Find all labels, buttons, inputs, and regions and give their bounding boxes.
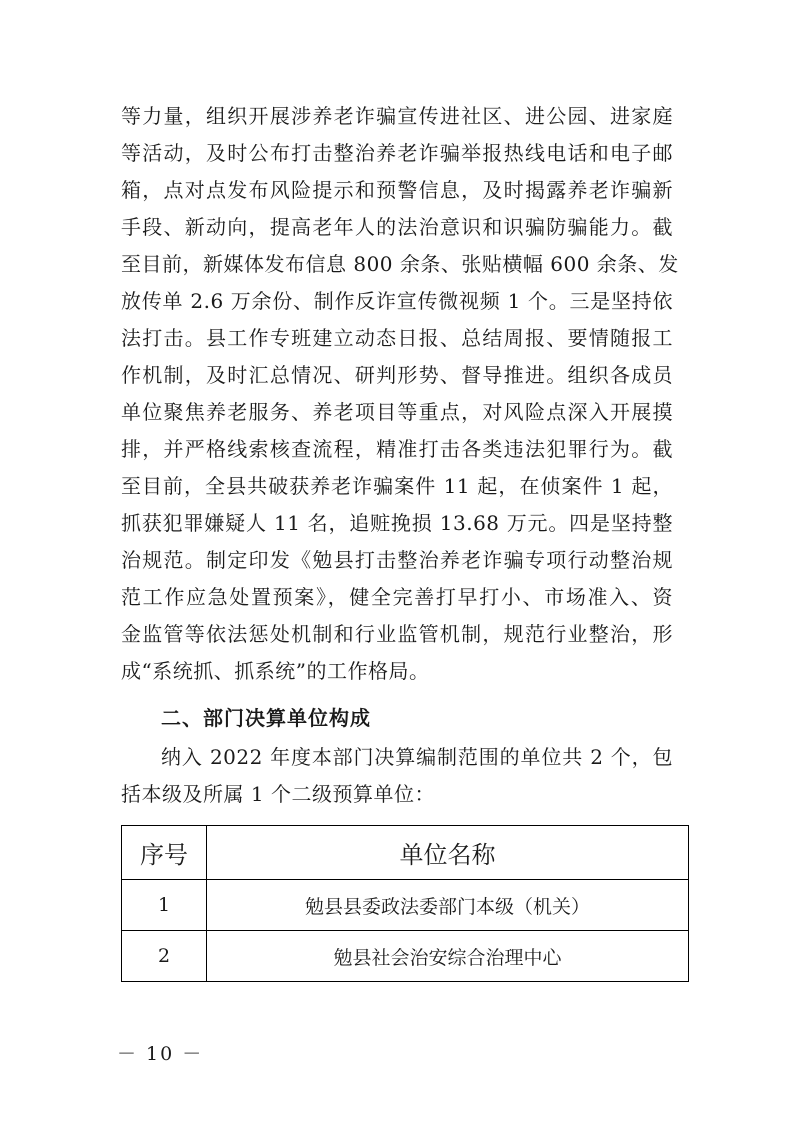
body-line: 箱，点对点发布风险提示和预警信息，及时揭露养老诈骗新 bbox=[121, 178, 673, 202]
body-line: 金监管等依法惩处机制和行业监管机制，规范行业整治，形 bbox=[121, 622, 673, 646]
intro-line: 纳入 2022 年度本部门决算编制范围的单位共 2 个，包 bbox=[161, 745, 673, 769]
header-serial: 序号 bbox=[122, 826, 207, 880]
cell-unit-name: 勉县社会治安综合治理中心 bbox=[207, 931, 689, 982]
body-line: 手段、新动向，提高老年人的法治意识和识骗防骗能力。截 bbox=[121, 215, 673, 239]
body-line: 成“系统抓、抓系统”的工作格局。 bbox=[121, 659, 430, 683]
table-row bbox=[122, 880, 689, 931]
body-line: 抓获犯罪嫌疑人 11 名，追赃挽损 13.68 万元。四是坚持整 bbox=[121, 511, 673, 535]
body-line: 排，并严格线索核查流程，精准打击各类违法犯罪行为。截 bbox=[121, 437, 673, 461]
body-line: 单位聚焦养老服务、养老项目等重点，对风险点深入开展摸 bbox=[121, 400, 673, 424]
body-line: 放传单 2.6 万余份、制作反诈宣传微视频 1 个。三是坚持依 bbox=[121, 289, 673, 313]
body-line: 等力量，组织开展涉养老诈骗宣传进社区、进公园、进家庭 bbox=[121, 104, 673, 128]
cell-serial: 2 bbox=[122, 931, 207, 982]
cell-unit-name: 勉县县委政法委部门本级（机关） bbox=[207, 880, 689, 931]
intro-line: 括本级及所属 1 个二级预算单位： bbox=[121, 782, 435, 806]
body-line: 范工作应急处置预案》，健全完善打早打小、市场准入、资 bbox=[121, 585, 673, 609]
body-line: 至目前，新媒体发布信息 800 余条、张贴横幅 600 余条、发 bbox=[121, 252, 679, 276]
page-number: － 10 － bbox=[117, 1043, 204, 1065]
table-header-row bbox=[122, 826, 689, 880]
cell-serial: 1 bbox=[122, 880, 207, 931]
units-table bbox=[121, 825, 689, 982]
header-unit-name: 单位名称 bbox=[207, 826, 689, 880]
body-line: 等活动，及时公布打击整治养老诈骗举报热线电话和电子邮 bbox=[121, 141, 673, 165]
body-line: 作机制，及时汇总情况、研判形势、督导推进。组织各成员 bbox=[121, 363, 673, 387]
body-line: 法打击。县工作专班建立动态日报、总结周报、要情随报工 bbox=[121, 326, 673, 350]
table-row bbox=[122, 931, 689, 982]
body-line: 至目前，全县共破获养老诈骗案件 11 起，在侦案件 1 起， bbox=[121, 474, 673, 498]
body-line: 治规范。制定印发《勉县打击整治养老诈骗专项行动整治规 bbox=[121, 548, 673, 572]
section-heading: 二、部门决算单位构成 bbox=[161, 706, 371, 730]
